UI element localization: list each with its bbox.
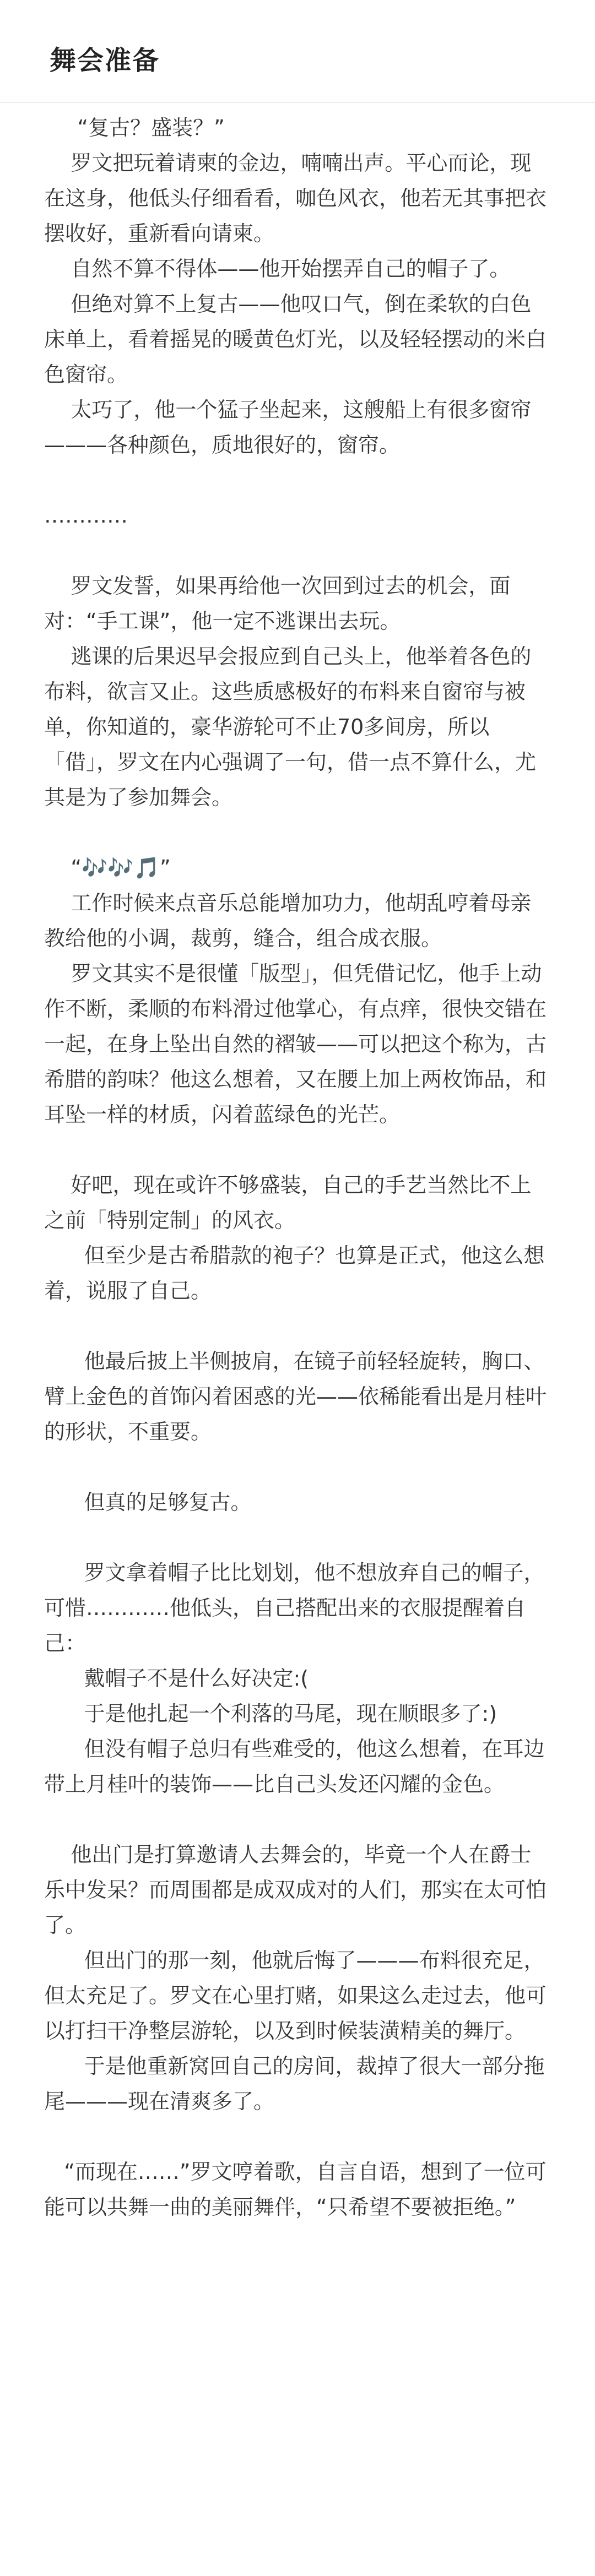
- paragraph: 太巧了，他一个猛子坐起来，这艘船上有很多窗帘———各种颜色，质地很好的，窗帘。: [44, 398, 532, 457]
- paragraph-spacer: [44, 463, 551, 498]
- page-title: 舞会准备: [50, 45, 160, 76]
- paragraph: “🎶🎶🎵”: [44, 856, 171, 880]
- paragraph-spacer: [44, 815, 551, 850]
- paragraph: …………: [44, 503, 128, 528]
- paragraph: 于是他扎起一个利落的马尾，现在顺眼多了:): [44, 1702, 497, 1726]
- title-divider: [0, 102, 595, 103]
- paragraph: 他最后披上半侧披肩，在镜子前轻轻旋转，胸口、臂上金色的首饰闪着困惑的光——依稀能看出是月桂叶的形状，不重要。: [44, 1349, 547, 1444]
- paragraph: 好吧，现在或许不够盛装，自己的手艺当然比不上之前「特别定制」的风衣。: [44, 1173, 532, 1232]
- paragraph: 但出门的那一刻，他就后悔了———布料很充足，但太充足了。罗文在心里打赌，如果这么走过去，他可以打扫干净整层游轮，以及到时候装潢精美的舞厅。: [44, 1948, 547, 2043]
- paragraph: 罗文发誓，如果再给他一次回到过去的机会，面对：“手工课”，他一定不逃课出去玩。: [44, 574, 511, 633]
- paragraph-spacer: [44, 1449, 551, 1485]
- paragraph: “而现在……”罗文哼着歌，自言自语，想到了一位可能可以共舞一曲的美丽舞伴，“只希望不要被拒绝。”: [44, 2160, 547, 2219]
- paragraph: 戴帽子不是什么好决定:(: [44, 1666, 309, 1691]
- paragraph: 罗文拿着帽子比比划划，他不想放弃自己的帽子，可惜…………他低头，自己搭配出来的衣服提醒着自己：: [44, 1561, 545, 1655]
- paragraph: 于是他重新窝回自己的房间，裁掉了很大一部分拖尾———现在清爽多了。: [44, 2054, 545, 2113]
- paragraph: “复古？盛装？”: [44, 116, 225, 140]
- paragraph: 但真的足够复古。: [44, 1490, 252, 1514]
- title-bar: [0, 0, 595, 110]
- paragraph: 但至少是古希腊款的袍子？也算是正式，他这么想着，说服了自己。: [44, 1243, 545, 1303]
- paragraph-spacer: [44, 1308, 551, 1344]
- paragraph: 工作时候来点音乐总能增加功力，他胡乱哼着母亲教给他的小调，裁剪，缝合，组合成衣服。: [44, 891, 532, 950]
- paragraph: 逃课的后果迟早会报应到自己头上，他举着各色的布料，欲言又止。这些质感极好的布料来自窗帘与被单，你知道的，豪华游轮可不止70多间房，所以「借」，罗文在内心强调了一句，借一点不算什么，尤其是为了参加舞会。: [44, 644, 537, 809]
- paragraph: 他出门是打算邀请人去舞会的，毕竟一个人在爵士乐中发呆？而周围都是成双成对的人们，那实在太可怕了。: [44, 1843, 547, 1937]
- article-body: [44, 110, 551, 2225]
- paragraph: 但没有帽子总归有些难受的，他这么想着，在耳边带上月桂叶的装饰——比自己头发还闪耀的金色。: [44, 1737, 545, 1796]
- paragraph-spacer: [44, 1802, 551, 1837]
- paragraph-spacer: [44, 1520, 551, 1555]
- paragraph: 罗文其实不是很懂「版型」，但凭借记忆，他手上动作不断，柔顺的布料滑过他掌心，有点痒，很快交错在一起，在身上坠出自然的褶皱——可以把这个称为，古希腊的韵味？他这么想着，又在腰上加上两枚饰品，和耳坠一样的材质，闪着蓝绿色的光芒。: [44, 961, 547, 1127]
- paragraph-spacer: [44, 2119, 551, 2154]
- paragraph-spacer: [44, 533, 551, 568]
- paragraph: 自然不算不得体——他开始摆弄自己的帽子了。: [44, 257, 511, 281]
- paragraph-spacer: [44, 1132, 551, 1167]
- paragraph: 但绝对算不上复古——他叹口气，倒在柔软的白色床单上，看着摇晃的暖黄色灯光，以及轻轻摆动的米白色窗帘。: [44, 292, 547, 387]
- paragraph: 罗文把玩着请柬的金边，喃喃出声。平心而论，现在这身，他低头仔细看看，咖色风衣，他若无其事把衣摆收好，重新看向请柬。: [44, 151, 547, 246]
